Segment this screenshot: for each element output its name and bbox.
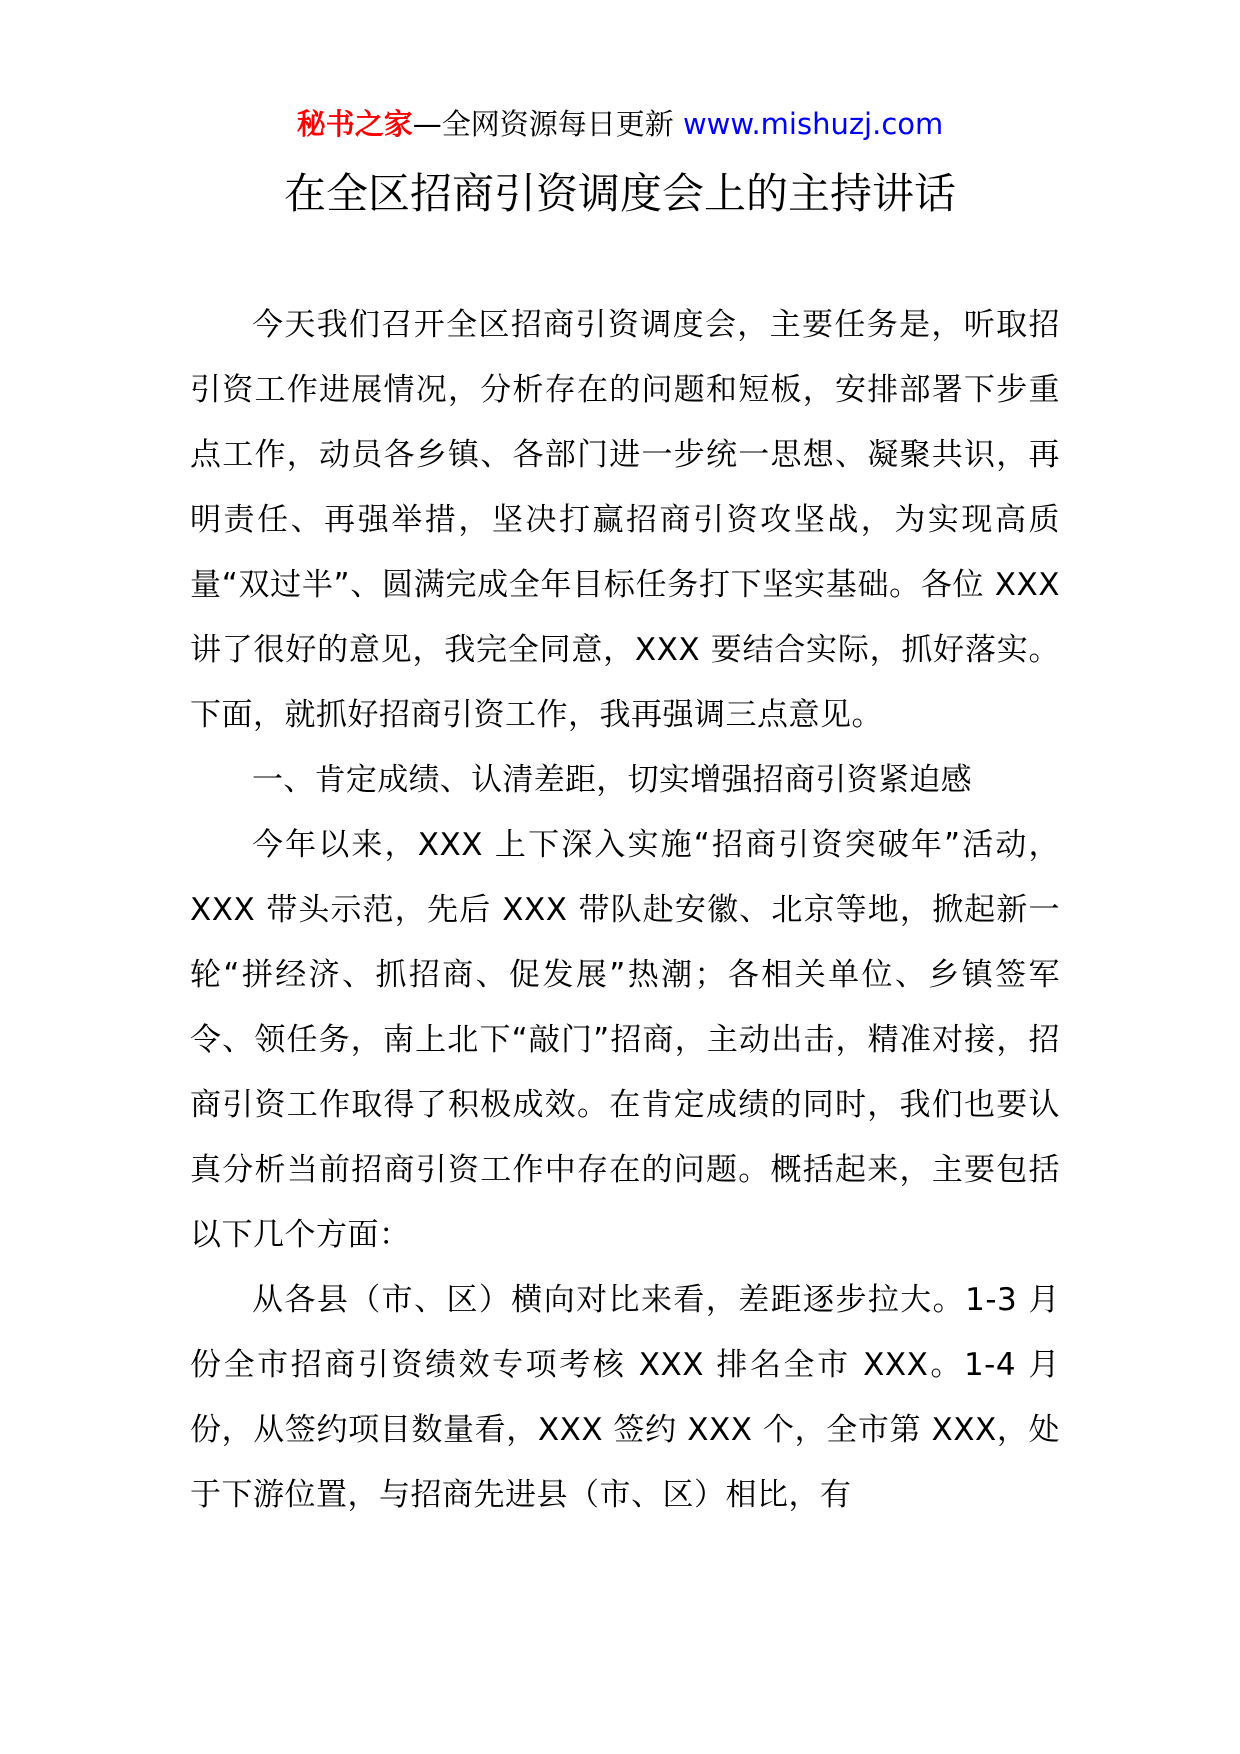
- document-title: 在全区招商引资调度会上的主持讲话: [283, 169, 956, 218]
- site-url[interactable]: www.mishuzj.com: [682, 107, 944, 141]
- header-slogan: —全网资源每日更新: [412, 107, 674, 141]
- site-header: [0, 104, 1240, 144]
- document-body: [190, 293, 1060, 1528]
- brand-name: 秘书之家: [296, 107, 413, 141]
- paragraph-intro: 今天我们召开全区招商引资调度会，主要任务是，听取招引资工作进展情况，分析存在的问题和短板，安排部署下步重点工作，动员各乡镇、各部门进一步统一思想、凝聚共识，再明责任、再强举措，坚决打赢招商引资攻坚战，为实现高质量“双过半”、圆满完成全年目标任务打下坚实基础。各位 XXX 讲了很好的意见，我完全同意，XXX 要结合实际，抓好落实。下面，就抓好招商引资工作，我再强调三点意见。: [190, 307, 1060, 733]
- section-heading-1: 一、肯定成绩、认清差距，切实增强招商引资紧迫感: [252, 762, 972, 798]
- paragraph-comparison: 从各县（市、区）横向对比来看，差距逐步拉大。1-3 月份全市招商引资绩效专项考核 XXX 排名全市 XXX。1-4 月份，从签约项目数量看，XXX 签约 XXX 个，全市第 XXX，处于下游位置，与招商先进县（市、区）相比，有: [190, 1282, 1060, 1513]
- paragraph-achievements: 今年以来，XXX 上下深入实施“招商引资突破年”活动，XXX 带头示范，先后 XXX 带队赴安徽、北京等地，掀起新一轮“拼经济、抓招商、促发展”热潮；各相关单位、乡镇签军令、领任务，南上北下“敲门”招商，主动出击，精准对接，招商引资工作取得了积极成效。在肯定成绩的同时，我们也要认真分析当前招商引资工作中存在的问题。概括起来，主要包括以下几个方面：: [190, 827, 1060, 1253]
